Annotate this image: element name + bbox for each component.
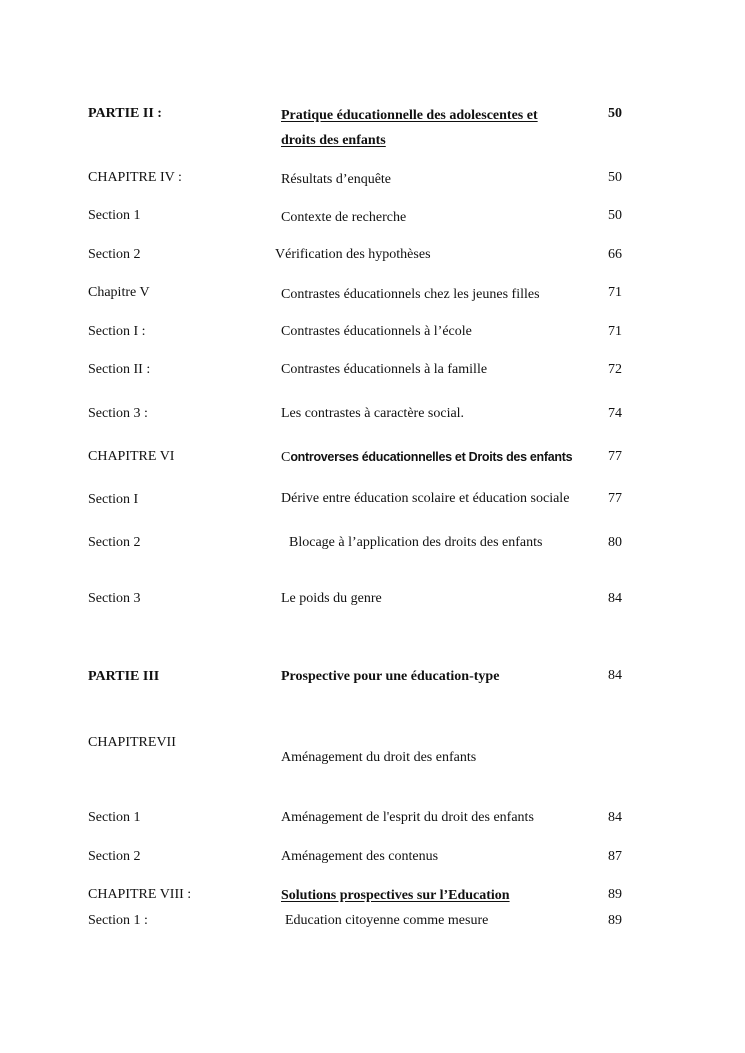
toc-page-section: 72 [608,362,622,377]
toc-title-chapitre-4: Résultats d’enquête [281,172,392,187]
toc-title-chapitre-5: Contrastes éducationnels chez les jeunes filles [281,287,540,302]
toc-title-section: Contrastes éducationnels à l’école [281,324,472,339]
toc-page-partie-3: 84 [608,668,622,683]
toc-title-section: Contrastes éducationnels à la famille [281,362,488,377]
toc-label-chapitre-7: CHAPITREVII [88,735,176,750]
toc-label-chapitre-5: Chapitre V [88,285,150,300]
toc-page-section: 87 [608,849,622,864]
toc-label-partie-2: PARTIE II : [88,106,162,121]
toc-title-section: Dérive entre éducation scolaire et éducation sociale [281,491,570,506]
toc-page-chapitre-4: 50 [608,170,622,185]
toc-page-chapitre-8: 89 [608,887,622,902]
toc-title-chapitre-6 [281,444,572,471]
toc-label-section: Section 2 [88,849,141,864]
toc-title-section: Blocage à l’application des droits des enfants [289,535,543,550]
toc-label-section: Section 2 [88,247,141,262]
toc-title-chapitre-7: Aménagement du droit des enfants [281,750,477,765]
toc-title-section: Les contrastes à caractère social. [281,406,465,421]
toc-label-partie-3: PARTIE III [88,669,160,684]
toc-title-section: Contexte de recherche [281,210,407,225]
toc-title-partie-2-line2: droits des enfants [281,133,386,148]
toc-label-section: Section 2 [88,535,141,550]
toc-page-chapitre-6: 77 [608,449,622,464]
toc-title-section: Le poids du genre [281,591,382,606]
toc-title-section: Vérification des hypothèses [275,247,431,262]
toc-page-section: 80 [608,535,622,550]
toc-label-section: Section 1 : [88,913,148,928]
toc-title-partie-3: Prospective pour une éducation-type [281,669,500,684]
toc-label-section: Section 1 [88,810,141,825]
toc-title-chapitre-8: Solutions prospectives sur l’Education [281,888,510,903]
toc-label-section: Section I : [88,324,146,339]
toc-page-section: 84 [608,591,622,606]
toc-page-partie-2: 50 [608,106,622,121]
toc-page-section: 77 [608,491,622,506]
toc-page-section: 71 [608,324,622,339]
toc-title-chapitre-6-rest: ontroverses éducationnelles et Droits des enfants [290,450,573,464]
toc-title-section: Aménagement de l'esprit du droit des enfants [281,810,534,825]
toc-page-section: 50 [608,208,622,223]
toc-page-section: 89 [608,913,622,928]
toc-page-section: 84 [608,810,622,825]
toc-label-section: Section II : [88,362,151,377]
toc-label-section: Section 1 [88,208,141,223]
toc-label-section: Section 3 [88,591,141,606]
toc-page-section: 66 [608,247,622,262]
toc-label-chapitre-8: CHAPITRE VIII : [88,887,192,902]
toc-title-partie-2-line1: Pratique éducationnelle des adolescentes et [281,108,538,123]
toc-title-section: Aménagement des contenus [281,849,439,864]
toc-label-section: Section I [88,492,139,507]
toc-title-section: Education citoyenne comme mesure [285,913,489,928]
toc-label-chapitre-6: CHAPITRE VI [88,449,175,464]
toc-label-chapitre-4: CHAPITRE IV : [88,170,182,185]
toc-page-chapitre-5: 71 [608,285,622,300]
toc-label-section: Section 3 : [88,406,148,421]
toc-page-section: 74 [608,406,622,421]
toc-title-chapitre-6-initial: C [281,450,291,465]
